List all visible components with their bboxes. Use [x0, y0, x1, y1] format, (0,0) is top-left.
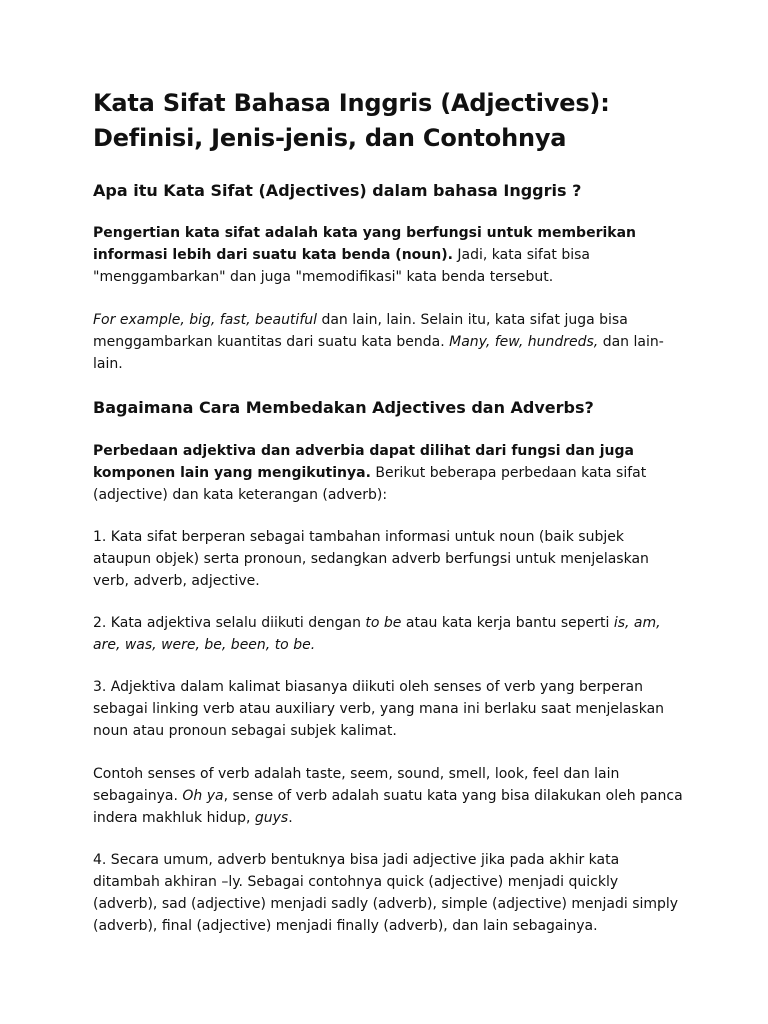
- senses-of-verb-paragraph: [93, 763, 683, 829]
- differences-intro-text: Berikut beberapa perbedaan kata sifat (adjective) dan kata keterangan (adverb):: [93, 465, 647, 503]
- senses-text-2: , sense of verb adalah suatu kata yang bisa dilakukan oleh panca indera makhluk hidup,: [93, 788, 683, 826]
- section-heading-definition: Apa itu Kata Sifat (Adjectives) dalam bahasa Inggris ?: [93, 181, 582, 200]
- senses-italic-2: guys: [254, 810, 289, 826]
- item2-italic-2: is, am, are, was, were, be, been, to be.: [93, 615, 661, 653]
- senses-italic-1: Oh ya: [182, 788, 224, 804]
- examples-text-1: dan lain, lain. Selain itu, kata sifat juga bisa menggambarkan kuantitas dari suatu kata benda.: [93, 312, 628, 350]
- difference-item-4: 4. Secara umum, adverb bentuknya bisa jadi adjective jika pada akhir kata ditambah akhiran –ly. Sebagai contohnya quick (adjective) menjadi quickly (adverb), sad (adjective) menjadi sadly (adverb), simple (adjective) menjadi simply (adverb), final (adjective) menjadi finally (adverb), dan lain sebagainya.: [93, 852, 679, 934]
- definition-paragraph: [93, 222, 683, 288]
- document-title: Kata Sifat Bahasa Inggris (Adjectives): Definisi, Jenis-jenis, dan Contohnya: [93, 89, 610, 152]
- item2-text-1: 2. Kata adjektiva selalu diikuti dengan: [93, 615, 366, 631]
- examples-text-2: dan lain-lain.: [93, 334, 664, 372]
- difference-item-1: 1. Kata sifat berperan sebagai tambahan informasi untuk noun (baik subjek ataupun objek) serta pronoun, sedangkan adverb berfungsi untuk menjelaskan verb, adverb, adjective.: [93, 529, 649, 589]
- examples-italic-2: Many, few, hundreds,: [449, 334, 599, 350]
- senses-text-3: .: [288, 810, 293, 826]
- examples-paragraph: [93, 309, 683, 375]
- difference-item-2: [93, 612, 683, 656]
- difference-item-3: 3. Adjektiva dalam kalimat biasanya diikuti oleh senses of verb yang berperan sebagai linking verb atau auxiliary verb, yang mana ini berlaku saat menjelaskan noun atau pronoun sebagai subjek kalimat.: [93, 679, 665, 739]
- examples-italic-1: For example, big, fast, beautiful: [93, 312, 318, 328]
- definition-text: Jadi, kata sifat bisa "menggambarkan" dan juga "memodifikasi" kata benda tersebut.: [93, 247, 591, 285]
- definition-bold-text: Pengertian kata sifat adalah kata yang berfungsi untuk memberikan informasi lebih dari suatu kata benda (noun).: [93, 225, 637, 263]
- differences-intro-bold: Perbedaan adjektiva dan adverbia dapat dilihat dari fungsi dan juga komponen lain yang mengikutinya.: [93, 443, 634, 481]
- document-page: [93, 86, 683, 937]
- section-heading-differences: Bagaimana Cara Membedakan Adjectives dan Adverbs?: [93, 398, 594, 417]
- differences-intro-paragraph: [93, 440, 683, 506]
- item2-italic-1: to be: [365, 615, 402, 631]
- senses-text-1: Contoh senses of verb adalah taste, seem, sound, smell, look, feel dan lain sebagainya.: [93, 766, 620, 804]
- item2-text-2: atau kata kerja bantu seperti: [401, 615, 614, 631]
